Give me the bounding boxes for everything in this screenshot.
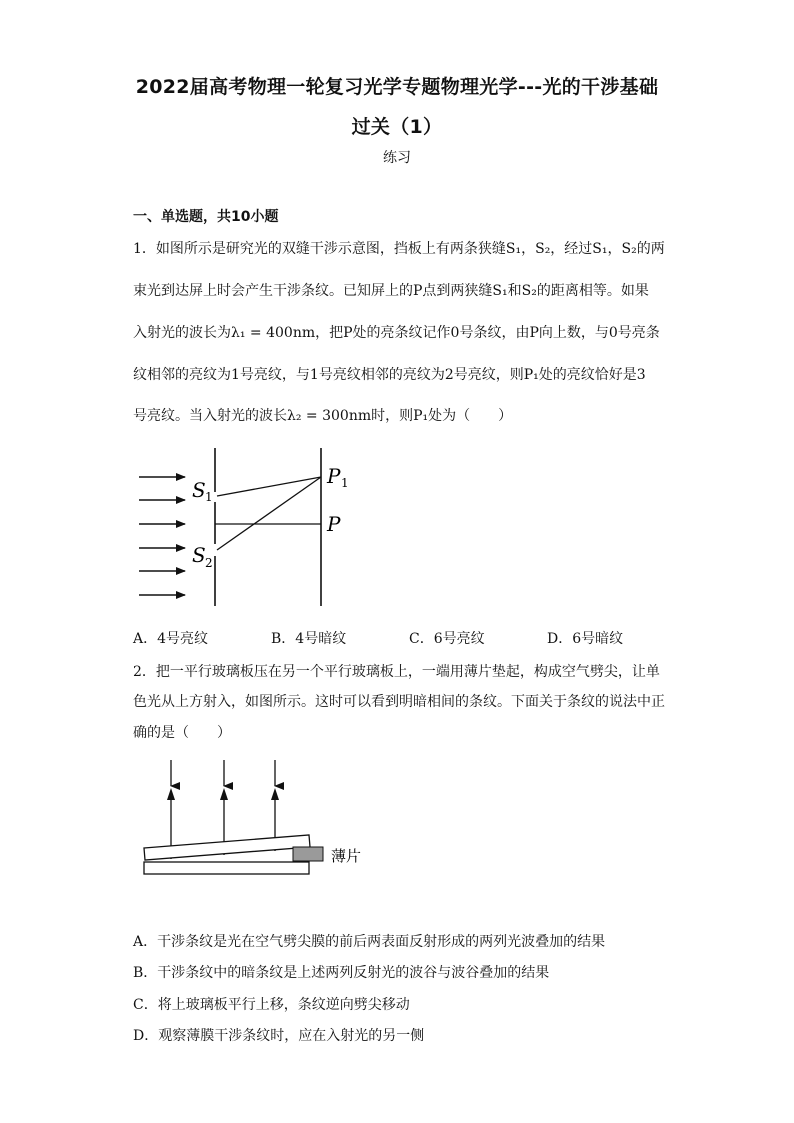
ray-s1-to-p1 (217, 477, 321, 496)
q2-option-b[interactable]: B．干涉条纹中的暗条纹是上述两列反射光的波谷与波谷叠加的结果 (133, 965, 550, 981)
q1-option-a[interactable]: A．4号亮纹 (133, 631, 209, 647)
ray-s2-to-p1 (217, 477, 321, 550)
page-title-line-1: 2022届高考物理一轮复习光学专题物理光学---光的干涉基础 (135, 76, 659, 98)
air-wedge-diagram (138, 756, 378, 880)
label-s2: S (192, 543, 206, 567)
q1-line-4: 纹相邻的亮纹为1号亮纹，与1号亮纹相邻的亮纹为2号亮纹，则P₁处的亮纹恰好是3 (133, 367, 646, 383)
label-s1: S (192, 478, 206, 502)
q1-option-c[interactable]: C．6号亮纹 (409, 631, 485, 647)
q1-line-2: 束光到达屏上时会产生干涉条纹。已知屏上的P点到两狭缝S₁和S₂的距离相等。如果 (133, 283, 649, 299)
shim-label: 薄片 (331, 847, 362, 865)
q1-option-b[interactable]: B．4号暗纹 (271, 631, 347, 647)
q2-line-2: 色光从上方射入，如图所示。这时可以看到明暗相间的条纹。下面关于条纹的说法中正 (133, 694, 665, 710)
double-slit-diagram (135, 444, 365, 610)
label-s2-subscript: 2 (205, 556, 213, 570)
q1-line-3: 入射光的波长为λ₁ = 400nm，把P处的亮条纹记作0号条纹，由P向上数，与0号亮条 (133, 325, 660, 341)
label-p1: P (327, 464, 341, 488)
top-glass-plate (144, 835, 310, 860)
label-p: P (327, 512, 341, 536)
up-ray-arrowhead (220, 788, 228, 800)
label-p1-subscript: 1 (341, 476, 349, 490)
bottom-glass-plate (144, 862, 309, 874)
q2-option-c[interactable]: C．将上玻璃板平行上移，条纹逆向劈尖移动 (133, 997, 410, 1013)
up-ray-arrowhead (167, 788, 175, 800)
page-title-line-2: 过关（1） (351, 116, 443, 138)
page-subtitle: 练习 (383, 150, 411, 166)
shim (293, 847, 323, 861)
section-heading: 一、单选题，共10小题 (133, 209, 279, 225)
q2-line-1: 2．把一平行玻璃板压在另一个平行玻璃板上，一端用薄片垫起，构成空气劈尖，让单 (133, 664, 660, 680)
q2-option-a[interactable]: A．干涉条纹是光在空气劈尖膜的前后两表面反射形成的两列光波叠加的结果 (133, 934, 606, 950)
up-ray-arrowhead (271, 788, 279, 800)
q1-line-5: 号亮纹。当入射光的波长λ₂ = 300nm时，则P₁处为（ ） (133, 408, 513, 424)
q2-line-3: 确的是（ ） (133, 725, 231, 741)
q2-option-d[interactable]: D．观察薄膜干涉条纹时，应在入射光的另一侧 (133, 1028, 425, 1044)
label-s1-subscript: 1 (205, 490, 213, 504)
q1-option-d[interactable]: D．6号暗纹 (547, 631, 624, 647)
q1-line-1: 1．如图所示是研究光的双缝干涉示意图，挡板上有两条狭缝S₁，S₂，经过S₁，S₂的两 (133, 241, 665, 257)
